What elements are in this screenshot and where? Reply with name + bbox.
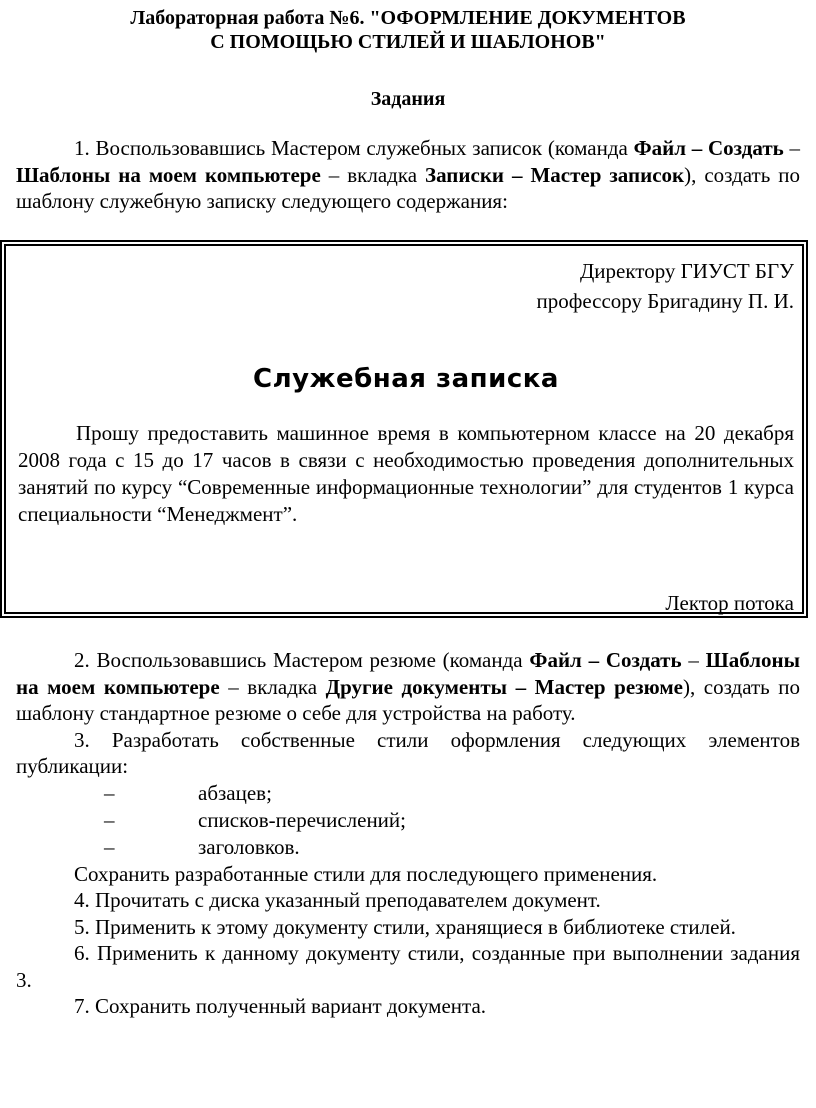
list-item	[16, 780, 800, 807]
memo-frame	[0, 240, 808, 618]
bullet-dash: –	[104, 780, 115, 805]
task-5: 5. Применить к этому документу стили, хранящиеся в библиотеке стилей.	[74, 914, 736, 939]
addressee-line-2: профессору Бригадину П. И.	[536, 289, 794, 313]
title-line-1: Лабораторная работа №6. "ОФОРМЛЕНИЕ ДОКУМЕНТОВ	[130, 7, 686, 29]
memo-signature: Лектор потока	[665, 591, 794, 615]
task-1-text-a: 1. Воспользовавшись Мастером служебных записок (команда	[74, 136, 634, 160]
task-6: 6. Применить к данному документу стили, созданные при выполнении задания 3.	[16, 941, 800, 992]
task-1	[16, 135, 800, 215]
task-7: 7. Сохранить полученный вариант документа.	[74, 994, 487, 1018]
bullet-text: списков-перечислений;	[198, 807, 406, 832]
bullet-text: заголовков.	[198, 834, 300, 859]
tasks-continued	[16, 647, 800, 1020]
list-item	[16, 807, 800, 834]
bullet-dash: –	[104, 807, 115, 832]
addressee-line-1: Директору ГИУСТ БГУ	[579, 259, 794, 283]
task-1-bold-b: Шаблоны на моем компьютере	[16, 162, 321, 187]
task-1-text-b: –	[783, 136, 801, 160]
task-1-bold-c: Записки – Мастер записок	[425, 162, 685, 187]
task-2-text-d: ), создать по шаблону стандартное резюме о себе для устройства на работу.	[16, 674, 801, 725]
document-title	[16, 6, 800, 54]
bullet-text: абзацев;	[198, 780, 272, 805]
title-line-2: С ПОМОЩЬЮ СТИЛЕЙ И ШАБЛОНОВ"	[210, 31, 606, 53]
memo-body: Прошу предоставить машинное время в компьютерном классе на 20 декабря 2008 года с 15 до 17 часов в связи с необходимостью проведения дополнительных занятий по курсу “Современные информационные технологии” для студентов 1 курса специальности “Менеджмент”.	[18, 421, 794, 526]
task-2-text-c: – вкладка	[219, 674, 326, 699]
task-2-bold-c: Другие документы – Мастер резюме	[325, 674, 683, 699]
task-2-bold-b: Шаблоны на моем компьютере	[16, 648, 800, 699]
task-1-text-d: ), создать по шаблону служебную записку следующего содержания:	[16, 162, 801, 213]
memo-title: Служебная записка	[253, 364, 559, 394]
bullet-dash: –	[104, 834, 115, 859]
task-1-bold-a: Файл – Создать	[633, 136, 784, 160]
task-2	[16, 647, 800, 727]
section-heading: Задания	[370, 88, 446, 110]
task-2-bold-a: Файл – Создать	[529, 648, 682, 672]
memo-content	[18, 256, 794, 622]
task-3: 3. Разработать собственные стили оформления следующих элементов публикации:	[16, 727, 800, 778]
list-item	[16, 834, 800, 861]
task-4: 4. Прочитать с диска указанный преподавателем документ.	[74, 888, 601, 912]
task-1-text-c: – вкладка	[320, 162, 425, 187]
memo-addressee	[18, 256, 794, 316]
task-2-text-b: –	[681, 648, 706, 672]
task-3-conclusion: Сохранить разработанные стили для последующего применения.	[74, 861, 658, 886]
task-2-text-a: 2. Воспользовавшись Мастером резюме (команда	[74, 648, 530, 672]
document-page	[16, 0, 800, 215]
